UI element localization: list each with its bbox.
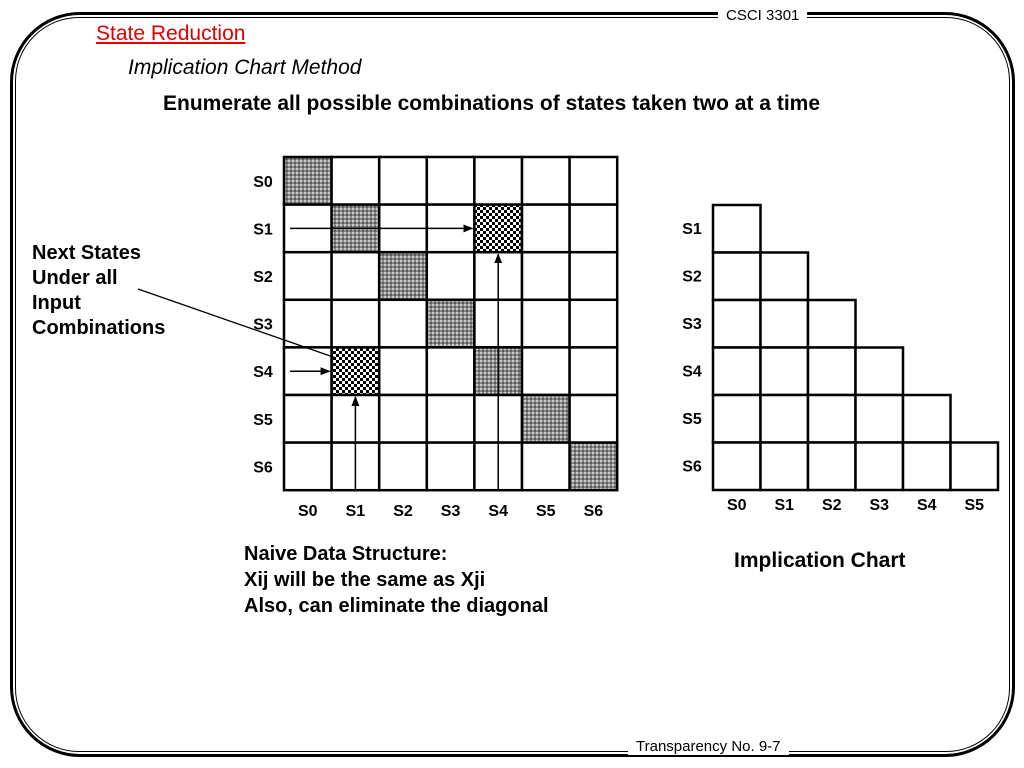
implication-cell bbox=[713, 443, 761, 491]
implication-col-label: S4 bbox=[916, 497, 937, 514]
naive-cell bbox=[379, 395, 427, 443]
naive-cell bbox=[570, 300, 618, 348]
naive-row-label: S5 bbox=[253, 411, 273, 429]
implication-cell bbox=[713, 205, 761, 253]
naive-col-label: S2 bbox=[393, 503, 413, 521]
implication-row-label: S2 bbox=[682, 268, 702, 286]
implication-cell bbox=[761, 443, 809, 491]
implication-cell bbox=[951, 443, 999, 491]
naive-col-label: S6 bbox=[583, 503, 604, 521]
naive-cell bbox=[522, 443, 570, 491]
implication-cell bbox=[808, 395, 856, 443]
naive-row-label: S0 bbox=[253, 173, 273, 191]
naive-row-label: S2 bbox=[253, 269, 273, 286]
naive-cell bbox=[284, 300, 332, 348]
naive-cell bbox=[379, 443, 427, 491]
implication-cell bbox=[903, 443, 951, 491]
naive-cell bbox=[379, 347, 427, 395]
implication-row-label: S1 bbox=[682, 220, 702, 238]
naive-cell bbox=[522, 252, 570, 300]
naive-cell-diagonal bbox=[570, 443, 618, 491]
implication-chart-label: Implication Chart bbox=[734, 549, 906, 572]
naive-col-label: S3 bbox=[440, 503, 461, 521]
naive-cell-diagonal bbox=[522, 395, 570, 443]
implication-col-label: S1 bbox=[774, 497, 795, 514]
implication-cell bbox=[856, 348, 904, 396]
implication-row-label: S5 bbox=[682, 410, 702, 428]
implication-col-label: S5 bbox=[964, 497, 985, 514]
implication-col-label: S3 bbox=[869, 497, 890, 514]
naive-grid bbox=[253, 157, 617, 520]
naive-cell bbox=[284, 443, 332, 491]
naive-col-label: S5 bbox=[536, 503, 556, 521]
naive-cell bbox=[570, 252, 618, 300]
naive-cell bbox=[427, 252, 475, 300]
naive-row-label: S3 bbox=[253, 316, 273, 334]
naive-cell bbox=[522, 157, 570, 205]
naive-cell bbox=[332, 300, 380, 348]
implication-cell bbox=[808, 443, 856, 491]
naive-row-label: S6 bbox=[253, 459, 273, 477]
naive-col-label: S4 bbox=[488, 503, 508, 521]
implication-cell bbox=[856, 443, 904, 491]
implication-cell bbox=[856, 395, 904, 443]
implication-cell bbox=[713, 253, 761, 301]
naive-cell bbox=[427, 347, 475, 395]
naive-cell bbox=[332, 252, 380, 300]
naive-cell-diagonal bbox=[427, 300, 475, 348]
implication-cell bbox=[713, 300, 761, 348]
naive-cell bbox=[379, 300, 427, 348]
implication-col-label: S2 bbox=[821, 497, 842, 514]
naive-col-label: S0 bbox=[298, 503, 318, 521]
naive-cell-symmetric bbox=[474, 205, 522, 253]
naive-cell bbox=[427, 443, 475, 491]
implication-cell bbox=[761, 300, 809, 348]
note-line: Combinations bbox=[32, 317, 166, 339]
implication-cell bbox=[808, 300, 856, 348]
course-label: CSCI 3301 bbox=[718, 7, 807, 24]
naive-row-label: S4 bbox=[253, 364, 273, 382]
slide-heading: Enumerate all possible combinations of states taken two at a time bbox=[163, 92, 820, 115]
naive-cell bbox=[284, 252, 332, 300]
naive-cell bbox=[474, 157, 522, 205]
implication-cell bbox=[808, 348, 856, 396]
naive-cell bbox=[522, 347, 570, 395]
naive-cell-diagonal bbox=[379, 252, 427, 300]
caption-line: Also, can eliminate the diagonal bbox=[244, 595, 549, 617]
implication-cell bbox=[761, 348, 809, 396]
implication-row-label: S6 bbox=[682, 458, 702, 476]
note-line: Next States bbox=[32, 242, 141, 264]
slide-subtitle: Implication Chart Method bbox=[128, 56, 362, 79]
naive-cell bbox=[332, 157, 380, 205]
naive-cell bbox=[427, 395, 475, 443]
naive-cell bbox=[284, 395, 332, 443]
naive-cell bbox=[570, 205, 618, 253]
naive-cell-symmetric bbox=[332, 347, 380, 395]
implication-col-label: S0 bbox=[726, 497, 747, 514]
implication-cell bbox=[713, 395, 761, 443]
transparency-number: Transparency No. 9-7 bbox=[628, 738, 789, 755]
implication-row-label: S3 bbox=[682, 315, 702, 333]
implication-grid bbox=[682, 205, 998, 514]
implication-cell bbox=[903, 395, 951, 443]
implication-cell bbox=[761, 395, 809, 443]
implication-cell bbox=[761, 253, 809, 301]
naive-cell bbox=[570, 347, 618, 395]
naive-cell bbox=[522, 300, 570, 348]
naive-col-label: S1 bbox=[345, 503, 366, 521]
naive-cell bbox=[427, 157, 475, 205]
naive-cell bbox=[522, 205, 570, 253]
note-line: Under all bbox=[32, 267, 118, 289]
caption-line: Xij will be the same as Xji bbox=[244, 569, 486, 591]
naive-cell bbox=[570, 157, 618, 205]
caption-line: Naive Data Structure: bbox=[244, 543, 448, 565]
naive-cell bbox=[570, 395, 618, 443]
note-line: Input bbox=[32, 292, 81, 314]
implication-cell bbox=[713, 348, 761, 396]
naive-row-label: S1 bbox=[253, 221, 273, 239]
naive-cell bbox=[379, 157, 427, 205]
implication-row-label: S4 bbox=[682, 363, 702, 381]
naive-cell-diagonal bbox=[284, 157, 332, 205]
slide-title: State Reduction bbox=[96, 22, 246, 45]
